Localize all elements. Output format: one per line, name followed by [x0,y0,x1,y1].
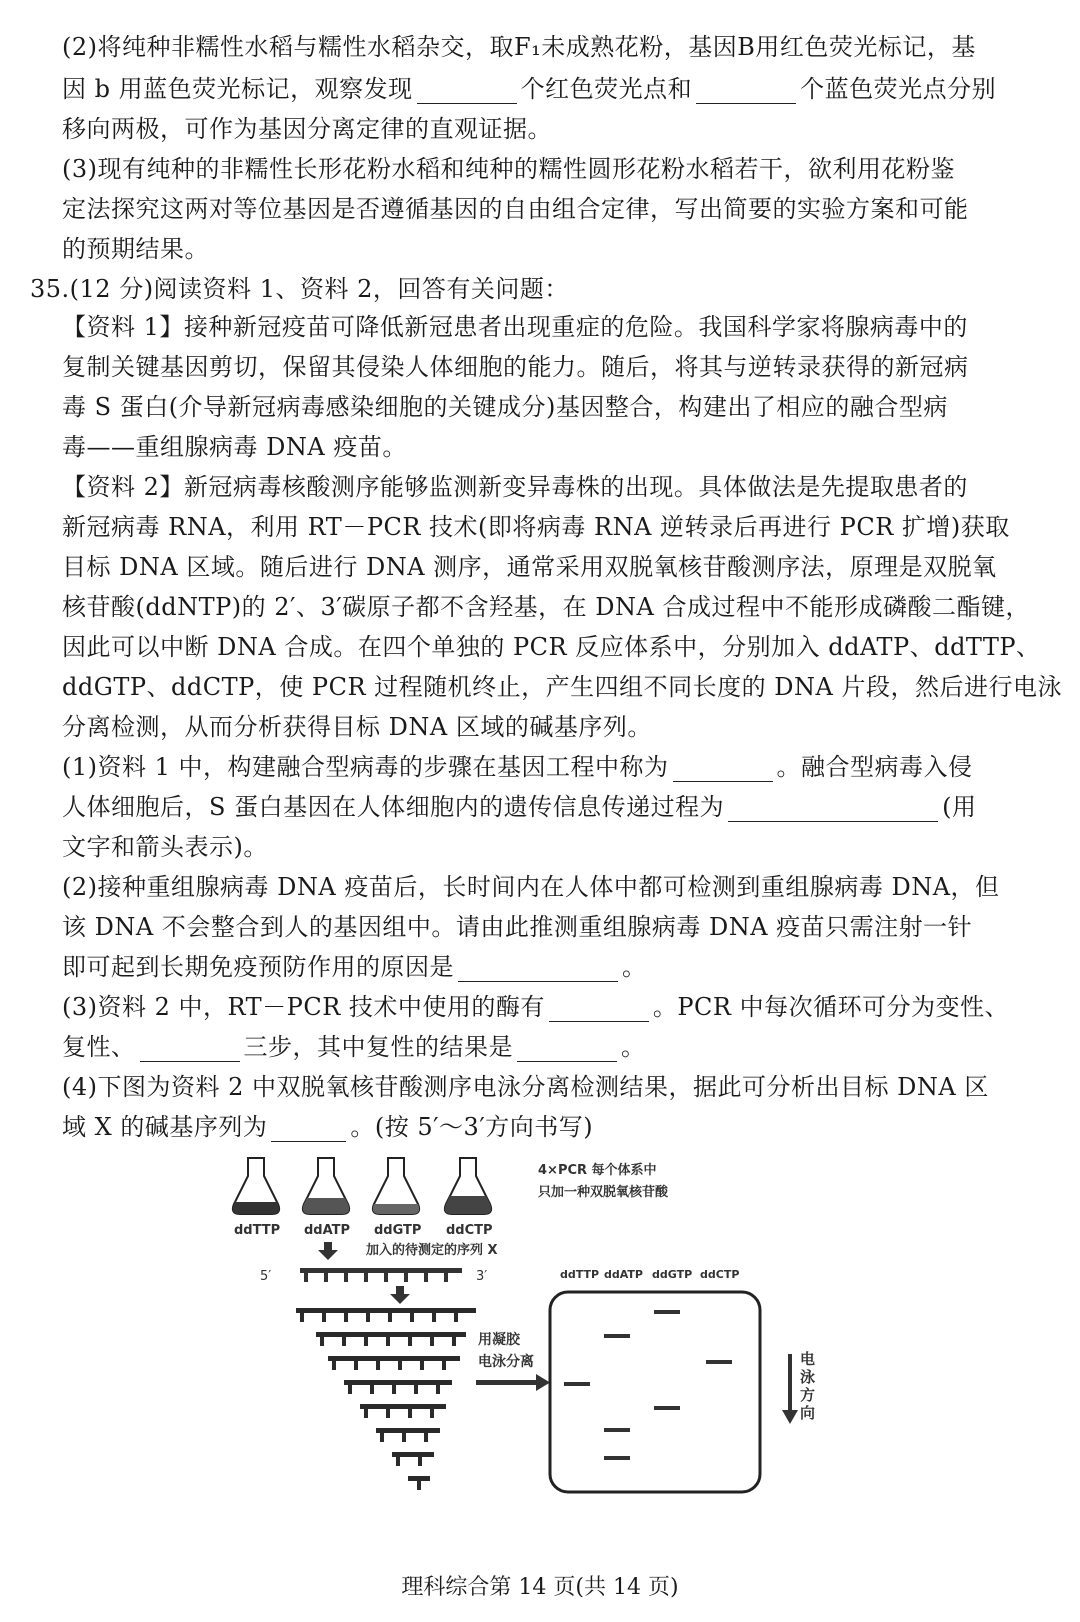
q35-part3-line1: (3)资料 2 中，RT－PCR 技术中使用的酶有 。PCR 中每次循环可分为变性、 [62,993,1010,1021]
q34-part3-line1: (3)现有纯种的非糯性长形花粉水稻和纯种的糯性圆形花粉水稻若干，欲利用花粉鉴 [62,155,955,183]
q35-part3-line2: 复性、 三步，其中复性的结果是 。 [62,1033,646,1061]
pcr-note-line1: 4×PCR 每个体系中 [538,1163,657,1178]
band [654,1310,680,1314]
right-arrow-icon [476,1374,550,1391]
band [654,1406,680,1410]
lane-label-ddatp: ddATP [604,1268,643,1281]
flask-ddatp [303,1158,349,1214]
flask-label-ddgtp: ddGTP [374,1223,422,1238]
answer-blank [728,797,938,822]
five-prime-label: 5′ [260,1269,272,1284]
answer-blank [458,957,618,982]
direction-char: 方 [800,1386,816,1404]
material2-line7: 分离检测，从而分析获得目标 DNA 区域的碱基序列。 [62,713,652,741]
gel-box [550,1292,760,1492]
flask-label-ddctp: ddCTP [446,1223,493,1238]
fragment [360,1404,446,1418]
lane-label-ddttp: ddTTP [560,1268,600,1281]
template-strand [300,1268,462,1282]
material1-line4: 毒——重组腺病毒 DNA 疫苗。 [62,433,407,461]
material2-line1: 【资料 2】新冠病毒核酸测序能够监测新变异毒株的出现。具体做法是先提取患者的 [62,473,968,501]
q35-part1-line3: 文字和箭头表示)。 [62,833,268,861]
direction-char: 泳 [800,1368,816,1386]
fragment [296,1308,476,1322]
q35-part2-line3: 即可起到长期免疫预防作用的原因是 。 [62,953,647,981]
gel-bands [564,1310,732,1460]
band [564,1382,590,1386]
band [604,1334,630,1338]
material1-line2: 复制关键基因剪切，保留其侵染人体细胞的能力。随后，将其与逆转录获得的新冠病 [62,353,969,381]
material2-line2: 新冠病毒 RNA，利用 RT－PCR 技术(即将病毒 RNA 逆转录后再进行 PCR 扩增)获取 [62,513,1010,541]
down-arrow-icon [390,1286,410,1304]
gel-label-line1: 用凝胶 [478,1332,520,1348]
material2-line5: 因此可以中断 DNA 合成。在四个单独的 PCR 反应体系中，分别加入 ddATP、ddTTP、 [62,633,1041,661]
material1-line1: 【资料 1】接种新冠疫苗可降低新冠患者出现重症的危险。我国科学家将腺病毒中的 [62,313,968,341]
band [604,1428,630,1432]
q34-part3-line2: 定法探究这两对等位基因是否遵循基因的自由组合定律，写出简要的实验方案和可能 [62,195,969,223]
q34-part3-line3: 的预期结果。 [62,235,209,263]
answer-blank [696,79,796,104]
q35-part4-line2: 域 X 的碱基序列为 。(按 5′～3′方向书写) [62,1113,594,1141]
fragment [316,1332,466,1346]
flask-ddgtp [373,1158,419,1214]
band [706,1360,732,1364]
flask-ddctp [445,1158,491,1214]
q35-part2-line1: (2)接种重组腺病毒 DNA 疫苗后，长时间内在人体中都可检测到重组腺病毒 DNA，但 [62,873,1000,901]
sequence-x-label: 加入的待测定的序列 X [366,1243,498,1258]
fragment [376,1428,440,1442]
q35-header: 35.(12 分)阅读资料 1、资料 2，回答有关问题： [30,275,569,303]
answer-blank [271,1117,346,1142]
answer-blank [673,757,773,782]
lane-label-ddgtp: ddGTP [652,1268,693,1281]
flask-label-ddatp: ddATP [304,1223,351,1238]
down-arrow-icon [318,1242,338,1260]
q35-part1-line2: 人体细胞后，S 蛋白基因在人体细胞内的遗传信息传递过程为 (用 [62,793,977,821]
three-prime-label: 3′ [476,1269,488,1284]
q34-part2-line3: 移向两极，可作为基因分离定律的直观证据。 [62,115,552,143]
band [604,1456,630,1460]
direction-char: 向 [800,1404,816,1422]
answer-blank [517,1037,617,1062]
fragment [344,1380,452,1394]
answer-blank [417,79,517,104]
q35-part4-line1: (4)下图为资料 2 中双脱氧核苷酸测序电泳分离检测结果，据此可分析出目标 DNA 区 [62,1073,989,1101]
material1-line3: 毒 S 蛋白(介导新冠病毒感染细胞的关键成分)基因整合，构建出了相应的融合型病 [62,393,948,421]
q34-part2-line1: (2)将纯种非糯性水稻与糯性水稻杂交，取F₁未成熟花粉，基因B用红色荧光标记，基 [62,33,976,61]
flask-ddttp [233,1158,279,1214]
fragment [328,1356,460,1370]
fragment-ladder [296,1308,476,1490]
material2-line3: 目标 DNA 区域。随后进行 DNA 测序，通常采用双脱氧核苷酸测序法，原理是双脱氧 [62,553,997,581]
lane-label-ddctp: ddCTP [700,1268,740,1281]
flask-label-ddttp: ddTTP [234,1223,281,1238]
fragment [392,1452,434,1466]
answer-blank [549,997,649,1022]
q35-part2-line2: 该 DNA 不会整合到人的基因组中。请由此推测重组腺病毒 DNA 疫苗只需注射一针 [62,913,973,941]
fragment [408,1476,430,1490]
q34-part2-line2: 因 b 用蓝色荧光标记，观察发现 个红色荧光点和 个蓝色荧光点分别 [62,75,997,103]
direction-char: 电 [800,1350,816,1368]
gel-label-line2: 电泳分离 [478,1354,534,1370]
page-footer: 理科综合第 14 页(共 14 页) [401,1575,679,1600]
answer-blank [140,1037,240,1062]
sequencing-figure [220,1150,840,1550]
material2-line4: 核苷酸(ddNTP)的 2′、3′碳原子都不含羟基，在 DNA 合成过程中不能形成磷酸二酯键， [62,593,1031,621]
down-arrow-icon [782,1354,798,1424]
q35-part1-line1: (1)资料 1 中，构建融合型病毒的步骤在基因工程中称为 。融合型病毒入侵 [62,753,973,781]
material2-line6: ddGTP、ddCTP，使 PCR 过程随机终止，产生四组不同长度的 DNA 片段，然后进行电泳 [62,673,1062,701]
pcr-note-line2: 只加一种双脱氧核苷酸 [538,1185,669,1200]
